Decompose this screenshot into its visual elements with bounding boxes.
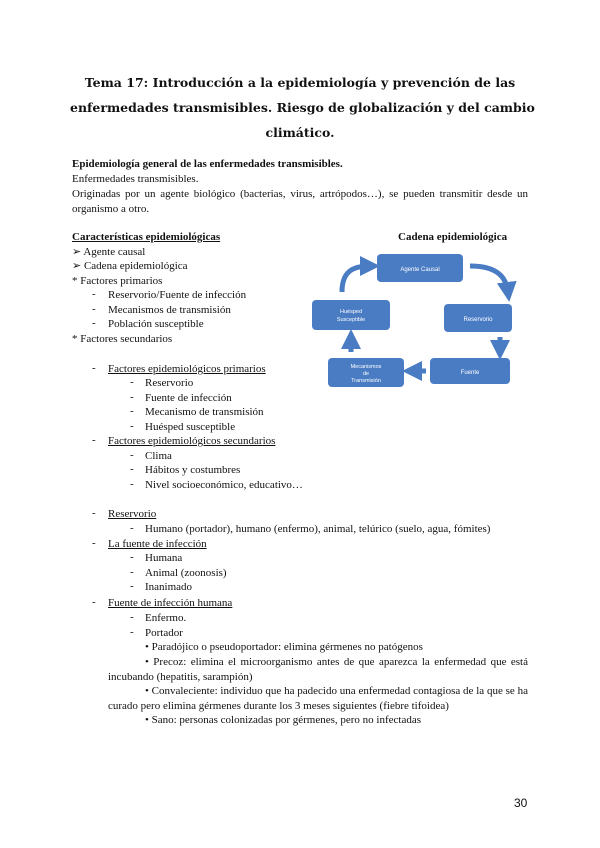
list-item: Humano (portador), humano (enfermo), animal, telúrico (suelo, agua, fómites) — [145, 523, 491, 535]
list-subitem: Población susceptible — [108, 318, 204, 330]
dash-marker: - — [130, 611, 134, 623]
dash-marker: - — [130, 551, 134, 563]
list-item: Inanimado — [145, 581, 193, 593]
fuente-humana-heading: Fuente de infección humana — [108, 597, 233, 609]
dash-marker: - — [130, 391, 134, 403]
list-item: Humana — [145, 552, 183, 564]
dash-marker: - — [92, 317, 96, 329]
dash-marker: - — [130, 580, 134, 592]
diagram-heading: Cadena epidemiológica — [398, 231, 508, 243]
list-item: Huésped susceptible — [145, 421, 236, 433]
epidemiological-chain-diagram — [300, 246, 532, 392]
dash-marker: - — [130, 420, 134, 432]
node-agente-causal-label: Agente Causal — [400, 267, 440, 273]
list-item: * Factores primarios — [72, 275, 163, 287]
reservorio-heading: Reservorio — [108, 508, 157, 520]
node-fuente-label: Fuente — [460, 370, 480, 376]
arrow-agente-to-reservorio — [470, 266, 508, 292]
node-huesped-label: Huésped — [339, 309, 363, 315]
dash-marker: - — [130, 522, 134, 534]
list-subitem: Reservorio/Fuente de infección — [108, 289, 247, 301]
list-item: Mecanismo de transmisión — [145, 406, 264, 418]
bullet-item: • Precoz: elimina el microorganismo antes de que aparezca la enfermedad que está incubando (hepatitis, sarampión) — [108, 656, 528, 683]
bullet-item: • Paradójico o pseudoportador: elimina gérmenes no patógenos — [145, 641, 423, 653]
bullet-item: • Sano: personas colonizadas por gérmenes, pero no infectadas — [145, 714, 422, 726]
dash-marker: - — [130, 566, 134, 578]
intro-paragraph: Originadas por un agente biológico (bacterias, virus, artrópodos…), se pueden transmitir desde un organismo a otro. — [72, 188, 528, 215]
primary-factors-heading: Factores epidemiológicos primarios — [108, 363, 266, 375]
dash-marker: - — [130, 463, 134, 475]
dash-marker: - — [130, 405, 134, 417]
list-item: Animal (zoonosis) — [145, 567, 227, 579]
node-mecanismos-label: Transmisión — [351, 378, 381, 384]
list-item: * Factores secundarios — [72, 333, 173, 345]
dash-marker: - — [130, 376, 134, 388]
characteristics-heading: Características epidemiológicas — [72, 231, 221, 243]
dash-marker: - — [130, 478, 134, 490]
node-huesped-label: Susceptible — [336, 317, 366, 323]
dash-marker: - — [92, 303, 96, 315]
dash-marker: - — [130, 626, 134, 638]
dash-marker: - — [92, 596, 96, 608]
title-line-1: Tema 17: Introducción a la epidemiología y prevención de las — [84, 75, 516, 90]
list-subitem: Mecanismos de transmisión — [108, 304, 231, 316]
title-line-3: climático. — [265, 125, 335, 140]
dash-marker: - — [92, 362, 96, 374]
bullet-item: • Convaleciente: individuo que ha padecido una enfermedad contagiosa de la que se ha curado pero elimina gérmenes durante los 3 meses siguientes (fiebre tifoidea) — [108, 685, 528, 712]
dash-marker: - — [92, 434, 96, 446]
node-reservorio-label: Reservorio — [463, 317, 493, 323]
arrow-huesped-to-agente — [342, 266, 370, 292]
list-item: Fuente de infección — [145, 392, 232, 404]
dash-marker: - — [92, 537, 96, 549]
page-number: 30 — [514, 796, 528, 810]
list-item: Reservorio — [145, 377, 194, 389]
secondary-factors-heading: Factores epidemiológicos secundarios — [108, 435, 276, 447]
list-item: Nivel socioeconómico, educativo… — [145, 479, 303, 491]
section-heading: Epidemiología general de las enfermedades transmisibles. — [72, 158, 343, 170]
list-item: ➢ Agente causal — [72, 246, 146, 258]
list-item: Enfermo. — [145, 612, 187, 624]
list-item: Clima — [145, 450, 172, 462]
intro-section — [72, 157, 528, 217]
intro-line: Enfermedades transmisibles. — [72, 173, 199, 185]
dash-marker: - — [92, 288, 96, 300]
list-item: ➢ Cadena epidemiológica — [72, 260, 188, 272]
title-line-2: enfermedades transmisibles. Riesgo de globalización y del cambio — [70, 100, 535, 115]
node-mecanismos-label: de — [362, 371, 370, 377]
node-huesped — [312, 300, 390, 330]
node-mecanismos-label: Mecanismos — [350, 364, 382, 370]
dash-marker: - — [92, 507, 96, 519]
document-title — [70, 70, 535, 145]
fuente-heading: La fuente de infección — [108, 538, 207, 550]
list-item: Portador — [145, 627, 183, 639]
dash-marker: - — [130, 449, 134, 461]
list-item: Hábitos y costumbres — [145, 464, 241, 476]
